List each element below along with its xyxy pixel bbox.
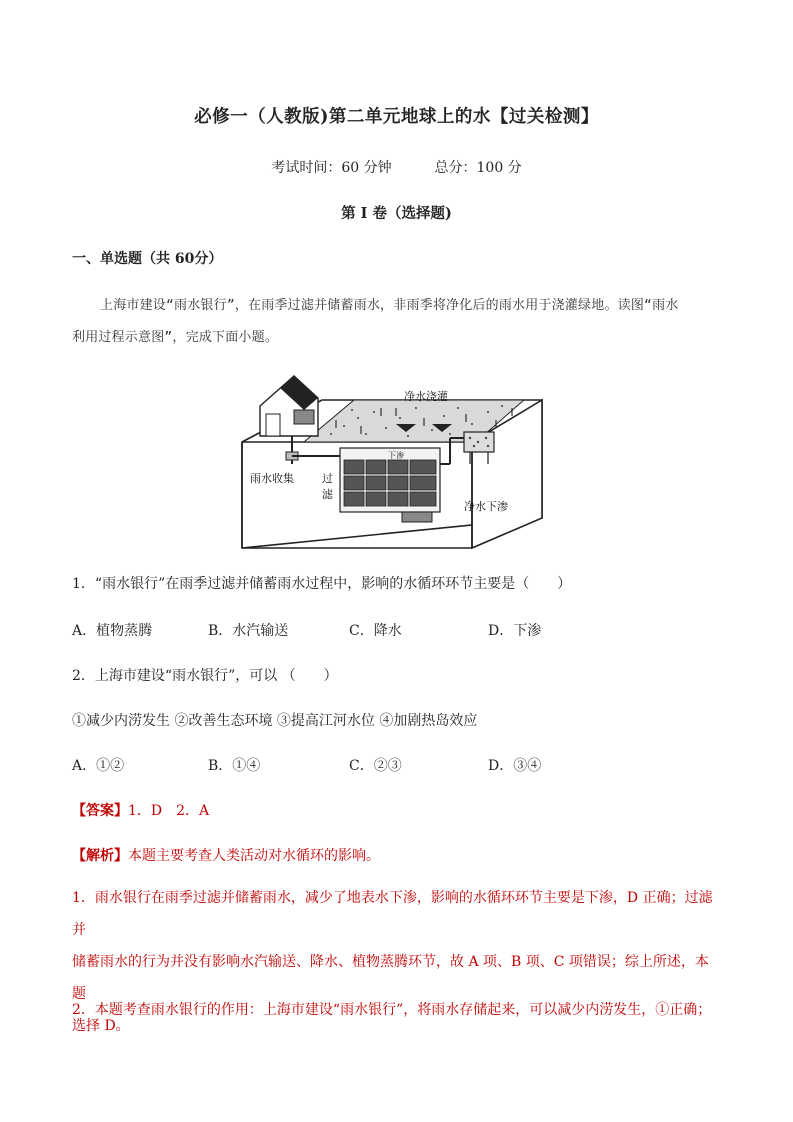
label-down: 下渗 [388, 451, 404, 460]
analysis-p1-line-2: 储蓄雨水的行为并没有影响水汽输送、降水、植物蒸腾环节，故 A 项、B 项、C 项错误；综上所述，本题 [72, 954, 709, 1002]
label-filter-1: 过 [322, 472, 333, 485]
analysis-paragraph-2 [72, 994, 722, 1026]
document-title: 必修一（人教版)第二单元地球上的水【过关检测】 [194, 107, 599, 127]
material-text [72, 290, 722, 354]
exam-info [0, 157, 793, 177]
question-2-stem: 2．上海市建设“雨水银行”，可以 （ ） [72, 668, 338, 684]
question-2-statements: ①减少内涝发生 ②改善生态环境 ③提高江河水位 ④加剧热岛效应 [72, 713, 478, 729]
question-1-option-c: C．降水 [349, 623, 402, 639]
question-2-option-a: A．①② [72, 758, 125, 774]
analysis-p1-line-1: 1．雨水银行在雨季过滤并储蓄雨水，减少了地表水下渗，影响的水循环环节主要是下渗，D 正确；过滤并 [72, 890, 713, 938]
question-1-option-a: A．植物蒸腾 [72, 623, 153, 639]
material-line-1: 上海市建设“雨水银行”，在雨季过滤并储蓄雨水，非雨季将净化后的雨水用于浇灌绿地。读图“雨水 [100, 298, 679, 313]
question-1-option-d: D．下渗 [488, 623, 542, 639]
section-title: 一、单选题（共 60分） [72, 251, 223, 267]
analysis-p2-line-1: 2．本题考查雨水银行的作用：上海市建设“雨水银行”，将雨水存储起来，可以减少内涝发生，①正确； [72, 1002, 712, 1018]
label-seepage: 净水下渗 [464, 500, 508, 513]
label-filter-2: 滤 [322, 488, 333, 501]
label-irrigation: 净水浇灌 [404, 390, 448, 403]
answer-tag: 【答案】 [72, 803, 128, 819]
question-2-option-b: B．①④ [208, 758, 261, 774]
answer-text: 1．D 2．A [128, 803, 210, 819]
exam-time: 考试时间：60 分钟 [271, 160, 392, 176]
analysis-text: 本题主要考查人类活动对水循环的影响。 [128, 848, 380, 864]
label-collection: 雨水收集 [250, 472, 294, 485]
analysis-p1-line-3: 选择 D。 [72, 1018, 130, 1034]
answer-line [72, 800, 209, 820]
question-2-option-c: C．②③ [349, 758, 402, 774]
rainwater-diagram [236, 368, 546, 554]
total-score: 总分：100 分 [434, 160, 522, 176]
volume-title: 第 I 卷（选择题) [341, 205, 452, 222]
analysis-tag: 【解析】 [72, 848, 128, 864]
question-2-option-d: D．③④ [488, 758, 542, 774]
question-1-stem: 1．“雨水银行”在雨季过滤并储蓄雨水过程中，影响的水循环环节主要是（ ） [72, 576, 572, 592]
analysis-line [72, 845, 380, 865]
question-1-option-b: B．水汽输送 [208, 623, 289, 639]
material-line-2: 利用过程示意图”，完成下面小题。 [72, 330, 279, 345]
